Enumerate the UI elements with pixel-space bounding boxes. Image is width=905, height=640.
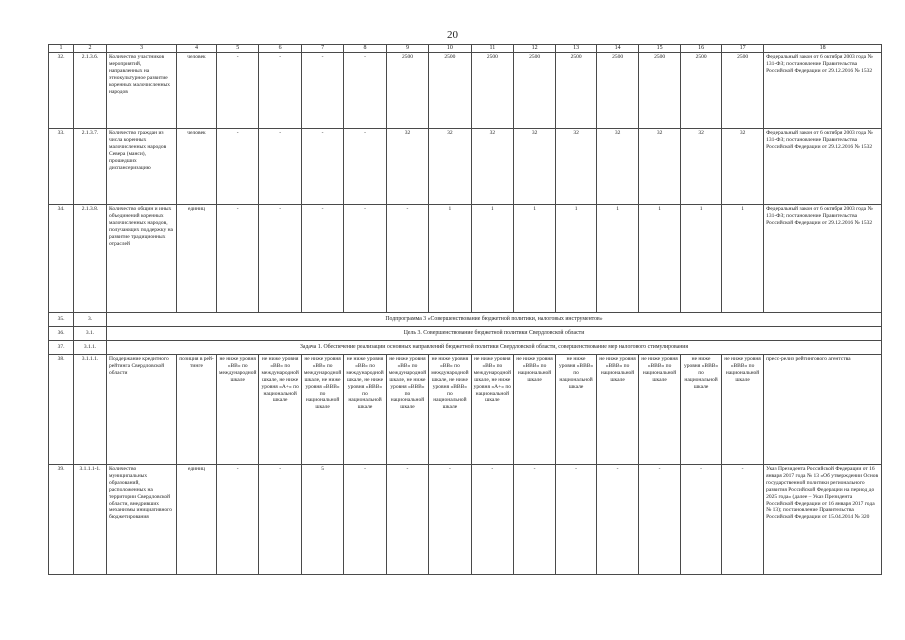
year-value: 2500: [639, 53, 681, 129]
year-value: не ниже уровня «ВВ» по международной шкале, не ниже уровня «ВВВ» по национальной шкале: [344, 355, 386, 465]
table-row: [49, 129, 882, 205]
year-value: 1: [429, 205, 471, 313]
row-number: 35.: [49, 313, 74, 327]
year-value: не ниже уровня «ВВВ» по национальной шкале: [597, 355, 639, 465]
row-number: 39.: [49, 465, 74, 575]
page-number: 20: [447, 29, 458, 41]
indicator-code: 3.1.1.1-1.: [74, 465, 107, 575]
section-row: [49, 313, 882, 327]
column-number: 3: [107, 45, 177, 53]
year-value: -: [301, 129, 343, 205]
row-number: 34.: [49, 205, 74, 313]
column-number: 4: [177, 45, 217, 53]
year-value: не ниже уровня «ВВ» по международной шкале, не ниже уровня «А+» по национальной шкале: [471, 355, 513, 465]
year-value: -: [259, 129, 301, 205]
column-number: 2: [74, 45, 107, 53]
source-document: Указ Президента Российской Федерации от 16 января 2017 года № 13 «Об утверждении Основ государственной политики регионального развития Российской Федерации на период до 2025 года» (далее – Указ Президента Российской Федерации от 16 января 2017 года № 13); постановление Правительства Российской Федерации от 15.04.2014 № 320: [764, 465, 882, 575]
year-value: -: [217, 465, 259, 575]
year-value: -: [217, 205, 259, 313]
year-value: 32: [514, 129, 556, 205]
year-value: 32: [556, 129, 597, 205]
year-value: 2500: [681, 53, 722, 129]
column-number: 18: [764, 45, 882, 53]
year-value: -: [556, 465, 597, 575]
column-number-row: [49, 45, 882, 53]
unit: единиц: [177, 465, 217, 575]
year-value: -: [471, 465, 513, 575]
year-value: 32: [639, 129, 681, 205]
section-code: 3.1.: [74, 327, 107, 341]
year-value: не ниже уровня «ВВ» по международной шкале, не ниже уровня «ВВВ» по национальной шкале: [429, 355, 471, 465]
indicator-code: 3.1.1.1.: [74, 355, 107, 465]
table-row: [49, 465, 882, 575]
column-number: 5: [217, 45, 259, 53]
year-value: 1: [681, 205, 722, 313]
year-value: -: [722, 465, 764, 575]
year-value: -: [344, 53, 386, 129]
year-value: 32: [429, 129, 471, 205]
section-title: Подпрограмма 3 «Совершенствование бюджетной политики, налоговых инструментов»: [107, 313, 882, 327]
column-number: 12: [514, 45, 556, 53]
year-value: -: [217, 129, 259, 205]
year-value: 1: [639, 205, 681, 313]
section-code: 3.: [74, 313, 107, 327]
section-code: 3.1.1.: [74, 341, 107, 355]
year-value: -: [344, 205, 386, 313]
year-value: -: [259, 205, 301, 313]
source-document: Федеральный закон от 6 октября 2003 года № 131-ФЗ; постановление Правительства Российской Федерации от 29.12.2016 № 1532: [764, 53, 882, 129]
column-number: 1: [49, 45, 74, 53]
column-number: 11: [471, 45, 513, 53]
column-number: 8: [344, 45, 386, 53]
year-value: 32: [386, 129, 428, 205]
year-value: 2500: [556, 53, 597, 129]
column-number: 7: [301, 45, 343, 53]
year-value: 1: [556, 205, 597, 313]
year-value: 2500: [471, 53, 513, 129]
year-value: -: [386, 465, 428, 575]
column-number: 9: [386, 45, 428, 53]
row-number: 37.: [49, 341, 74, 355]
indicator-table: [48, 44, 882, 575]
year-value: -: [597, 465, 639, 575]
column-number: 16: [681, 45, 722, 53]
source-document: Федеральный закон от 6 октября 2003 года № 131-ФЗ; постановление Правительства Российской Федерации от 29.12.2016 № 1532: [764, 129, 882, 205]
row-number: 38.: [49, 355, 74, 465]
indicator-name: Поддержание кредитного рейтинга Свердловской области: [107, 355, 177, 465]
year-value: не ниже уровня «ВВ» по международной шкале, не ниже уровня «ВВВ» по национальной шкале: [386, 355, 428, 465]
year-value: 2500: [429, 53, 471, 129]
year-value: 1: [514, 205, 556, 313]
unit: человек: [177, 53, 217, 129]
column-number: 10: [429, 45, 471, 53]
indicator-code: 2.1.3.8.: [74, 205, 107, 313]
year-value: не ниже уровня «ВВВ» по национальной шкале: [681, 355, 722, 465]
year-value: 1: [722, 205, 764, 313]
year-value: 1: [597, 205, 639, 313]
indicator-name: Количество общин и иных объединений коренных малочисленных народов, получающих поддержку на развитие традиционных отраслей: [107, 205, 177, 313]
year-value: -: [429, 465, 471, 575]
year-value: -: [344, 129, 386, 205]
unit: единиц: [177, 205, 217, 313]
table-row: [49, 355, 882, 465]
column-number: 6: [259, 45, 301, 53]
year-value: -: [217, 53, 259, 129]
year-value: 2500: [722, 53, 764, 129]
column-number: 15: [639, 45, 681, 53]
section-row: [49, 327, 882, 341]
year-value: -: [514, 465, 556, 575]
year-value: 1: [471, 205, 513, 313]
indicator-name: Количество муниципальных образований, расположенных на территории Свердловской области, внедривших механизмы инициативного бюджетирования: [107, 465, 177, 575]
year-value: -: [259, 465, 301, 575]
source-document: Федеральный закон от 6 октября 2003 года № 131-ФЗ; постановление Правительства Российской Федерации от 29.12.2016 № 1532: [764, 205, 882, 313]
year-value: не ниже уровня «ВВВ» по национальной шкале: [556, 355, 597, 465]
year-value: 2500: [597, 53, 639, 129]
unit: человек: [177, 129, 217, 205]
year-value: -: [259, 53, 301, 129]
year-value: -: [386, 205, 428, 313]
year-value: -: [681, 465, 722, 575]
year-value: 2500: [514, 53, 556, 129]
indicator-name: Количество участников мероприятий, направленных на этнокультурное развитие коренных малочисленных народов: [107, 53, 177, 129]
indicator-code: 2.1.3.6.: [74, 53, 107, 129]
year-value: 32: [597, 129, 639, 205]
indicator-name: Количество граждан из числа коренных малочисленных народов Севера (манси), прошедших диспансеризацию: [107, 129, 177, 205]
column-number: 13: [556, 45, 597, 53]
indicator-code: 2.1.3.7.: [74, 129, 107, 205]
table-row: [49, 53, 882, 129]
source-document: пресс-релиз рейтингового агентства: [764, 355, 882, 465]
year-value: -: [301, 205, 343, 313]
year-value: не ниже уровня «ВВВ» по национальной шкале: [639, 355, 681, 465]
column-number: 17: [722, 45, 764, 53]
year-value: не ниже уровня «ВВ» по международной шкале: [217, 355, 259, 465]
row-number: 36.: [49, 327, 74, 341]
year-value: 32: [471, 129, 513, 205]
column-number: 14: [597, 45, 639, 53]
year-value: 2500: [386, 53, 428, 129]
unit: позиция в рей-тинге: [177, 355, 217, 465]
row-number: 32.: [49, 53, 74, 129]
year-value: не ниже уровня «ВВВ» по национальной шкале: [722, 355, 764, 465]
year-value: -: [344, 465, 386, 575]
year-value: не ниже уровня «ВВ» по международной шкале, не ниже уровня «А+» по национальной шкале: [259, 355, 301, 465]
year-value: 32: [722, 129, 764, 205]
year-value: не ниже уровня «ВВВ» по национальной шкале: [514, 355, 556, 465]
year-value: 5: [301, 465, 343, 575]
year-value: не ниже уровня «ВВ» по международной шкале, не ниже уровня «ВВВ» по национальной шкале: [301, 355, 343, 465]
section-row: [49, 341, 882, 355]
row-number: 33.: [49, 129, 74, 205]
section-title: Задача 1. Обеспечение реализации основных направлений бюджетной политики Свердловской области, совершенствование мер налогового стимулирования: [107, 341, 882, 355]
year-value: 32: [681, 129, 722, 205]
table-row: [49, 205, 882, 313]
section-title: Цель 3. Совершенствование бюджетной политики Свердловской области: [107, 327, 882, 341]
year-value: -: [301, 53, 343, 129]
year-value: -: [639, 465, 681, 575]
